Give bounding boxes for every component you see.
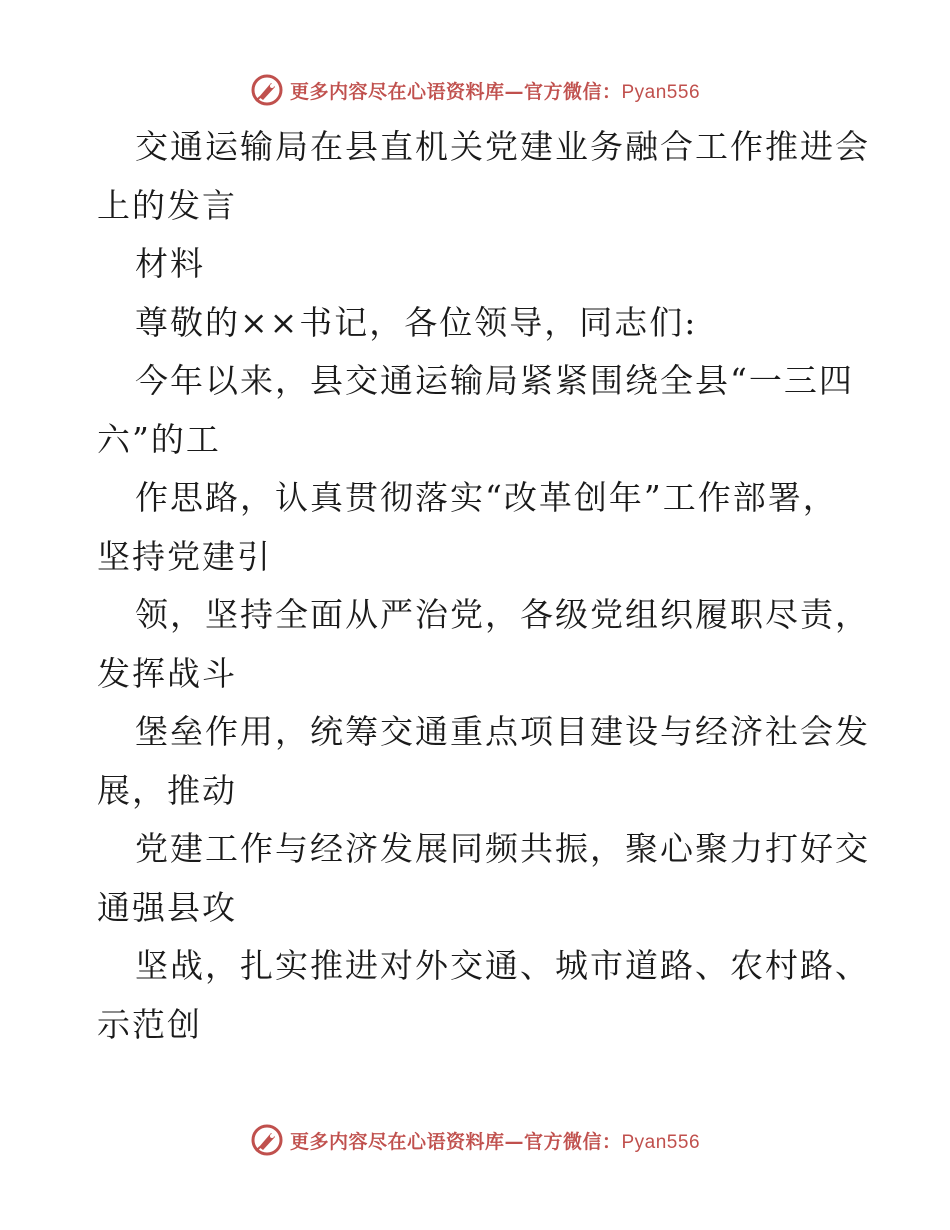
watermark-dash: — <box>504 1130 524 1153</box>
paragraph-line: 示范创 <box>97 1004 202 1044</box>
paragraph-line: 交通运输局在县直机关党建业务融合工作推进会 <box>135 127 870 166</box>
header-watermark <box>0 70 950 110</box>
paragraph-line: 作思路，认真贯彻落实“改革创年”工作部署， <box>135 478 838 517</box>
watermark-text <box>290 77 700 104</box>
watermark-wechat-label: 官方微信： <box>523 80 622 103</box>
pen-nib-logo-icon <box>250 1123 284 1157</box>
paragraph-line: 坚战，扎实推进对外交通、城市道路、农村路、 <box>135 946 870 985</box>
paragraph-line: 尊敬的××书记，各位领导，同志们: <box>135 302 698 342</box>
document-body <box>97 118 870 1054</box>
paragraph-line: 发挥战斗 <box>97 653 237 693</box>
paragraph-line: 上的发言 <box>97 185 237 225</box>
watermark-dash: — <box>504 80 524 103</box>
watermark-site-text: 更多内容尽在心语资料库 <box>289 1130 505 1153</box>
watermark-wechat-id: Pyan556 <box>621 1131 701 1153</box>
paragraph-line: 领，坚持全面从严治党，各级党组织履职尽责， <box>135 595 870 634</box>
paragraph-line: 通强县攻 <box>97 887 237 927</box>
footer-watermark <box>0 1120 950 1160</box>
paragraph-line: 今年以来，县交通运输局紧紧围绕全县“一三四 <box>135 361 854 400</box>
watermark-text <box>290 1127 700 1154</box>
paragraph-line: 党建工作与经济发展同频共振，聚心聚力打好交 <box>135 829 870 868</box>
paragraph-line: 坚持党建引 <box>97 536 272 576</box>
watermark-wechat-label: 官方微信： <box>523 1130 622 1153</box>
watermark-wechat-id: Pyan556 <box>621 81 701 103</box>
paragraph-line: 展，推动 <box>97 770 237 810</box>
paragraph-line: 六”的工 <box>97 419 221 459</box>
paragraph-line: 材料 <box>135 244 205 283</box>
paragraph-line: 堡垒作用，统筹交通重点项目建设与经济社会发 <box>135 712 870 751</box>
watermark-site-text: 更多内容尽在心语资料库 <box>289 80 505 103</box>
pen-nib-logo-icon <box>250 73 284 107</box>
